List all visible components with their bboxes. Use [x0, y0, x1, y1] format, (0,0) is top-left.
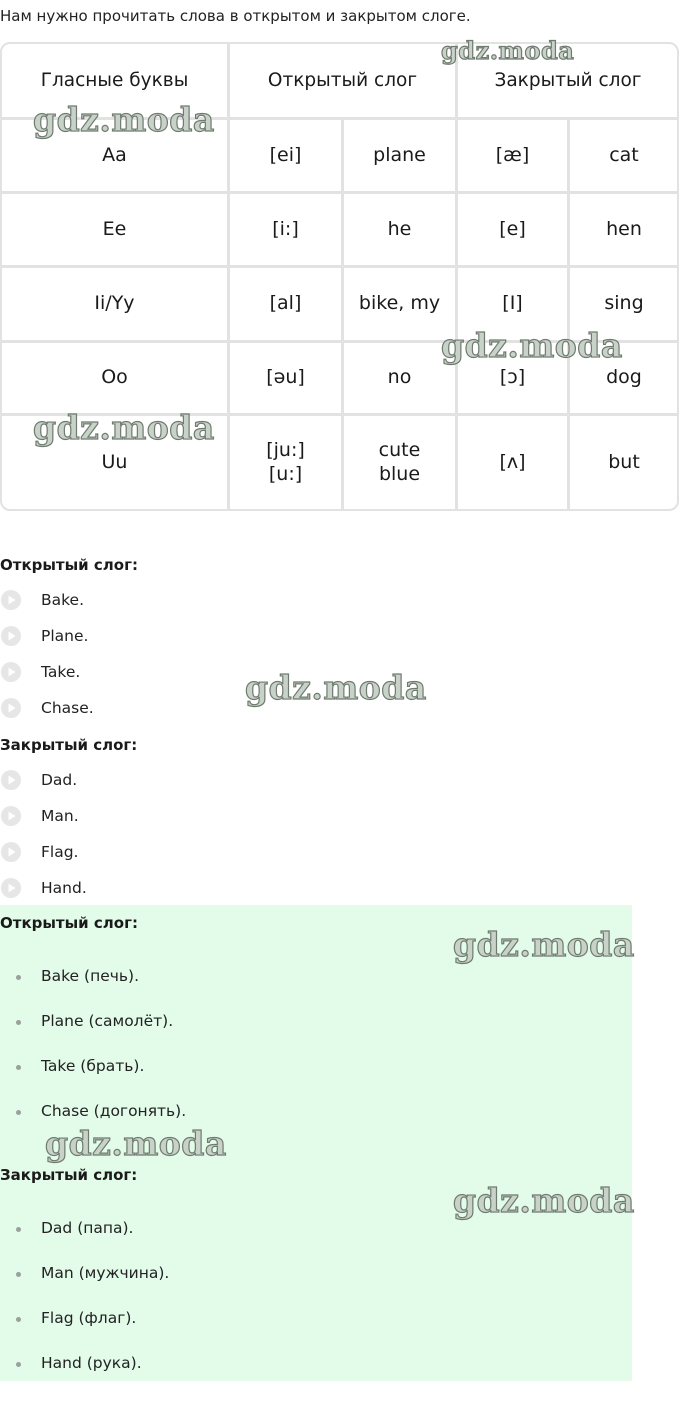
- watermark: gdz.moda: [453, 1181, 635, 1220]
- play-icon[interactable]: [0, 769, 22, 791]
- bullet-dot-icon: [16, 975, 21, 980]
- cell-closed-sound: [e]: [499, 217, 526, 240]
- cell-open-word: bike, my: [358, 292, 441, 315]
- audio-word-row[interactable]: [0, 805, 79, 827]
- audio-word: Bake.: [41, 591, 85, 609]
- cell-closed-sound: [ɔ]: [499, 366, 526, 389]
- audio-word: Dad.: [41, 771, 78, 789]
- list-item-text: Chase (догонять).: [41, 1102, 187, 1120]
- audio-word-row[interactable]: [0, 589, 85, 611]
- watermark: gdz.moda: [441, 36, 575, 65]
- open-syllable-title: Открытый слог:: [0, 556, 138, 574]
- play-icon[interactable]: [0, 661, 22, 683]
- audio-word-row[interactable]: [0, 841, 79, 863]
- cell-letter: Uu: [101, 451, 128, 474]
- cell-closed-word: hen: [606, 217, 642, 240]
- audio-word-row[interactable]: [0, 661, 81, 683]
- audio-word: Hand.: [41, 879, 87, 897]
- play-icon[interactable]: [0, 697, 22, 719]
- list-item-text: Bake (печь).: [41, 967, 140, 985]
- cell-letter: Oo: [101, 366, 128, 389]
- watermark: gdz.moda: [33, 100, 215, 139]
- audio-word-row[interactable]: [0, 877, 87, 899]
- audio-word: Chase.: [41, 699, 94, 717]
- cell-open-sound: [ju:] [u:]: [266, 439, 305, 485]
- audio-word-row[interactable]: [0, 769, 78, 791]
- cell-open-sound: [əu]: [266, 366, 305, 389]
- cell-open-sound: [ei]: [269, 143, 302, 166]
- intro-text: Нам нужно прочитать слова в открытом и закрытом слоге.: [0, 7, 471, 25]
- cell-letter: Aa: [102, 143, 127, 166]
- cell-open-sound: [i:]: [272, 217, 299, 240]
- list-item-text: Take (брать).: [41, 1057, 145, 1075]
- bullet-dot-icon: [16, 1065, 21, 1070]
- cell-closed-word: dog: [606, 366, 642, 389]
- cell-letter: Ii/Yy: [94, 292, 135, 315]
- closed-syllable-translation-title: Закрытый слог:: [0, 1166, 138, 1184]
- watermark: gdz.moda: [453, 925, 635, 964]
- play-icon[interactable]: [0, 625, 22, 647]
- watermark: gdz.moda: [441, 326, 623, 365]
- list-item-text: Flag (флаг).: [41, 1309, 137, 1327]
- cell-open-word: plane: [373, 143, 426, 166]
- header-vowel-letters: Гласные буквы: [40, 69, 189, 91]
- cell-closed-sound: [æ]: [495, 143, 530, 166]
- play-icon[interactable]: [0, 805, 22, 827]
- bullet-dot-icon: [16, 1317, 21, 1322]
- cell-letter: Ee: [102, 217, 127, 240]
- cell-open-word: cute blue: [378, 439, 421, 485]
- audio-word-row[interactable]: [0, 625, 89, 647]
- header-closed-syllable: Закрытый слог: [494, 69, 642, 91]
- audio-word: Man.: [41, 807, 79, 825]
- cell-open-sound: [al]: [269, 292, 302, 315]
- vowels-table: [0, 42, 679, 511]
- bullet-dot-icon: [16, 1362, 21, 1367]
- cell-closed-sound: [ʌ]: [499, 451, 526, 474]
- cell-closed-sound: [I]: [502, 292, 523, 315]
- audio-word: Flag.: [41, 843, 79, 861]
- bullet-dot-icon: [16, 1110, 21, 1115]
- list-item-text: Hand (рука).: [41, 1354, 142, 1372]
- watermark: gdz.moda: [33, 408, 215, 447]
- bullet-dot-icon: [16, 1227, 21, 1232]
- cell-closed-word: cat: [609, 143, 639, 166]
- bullet-dot-icon: [16, 1020, 21, 1025]
- open-syllable-translation-title: Открытый слог:: [0, 914, 138, 932]
- cell-closed-word: sing: [604, 292, 644, 315]
- list-item-text: Plane (самолёт).: [41, 1012, 174, 1030]
- list-item-text: Dad (папа).: [41, 1219, 134, 1237]
- play-icon[interactable]: [0, 877, 22, 899]
- cell-closed-word: but: [608, 451, 640, 474]
- audio-word: Take.: [41, 663, 81, 681]
- bullet-dot-icon: [16, 1272, 21, 1277]
- audio-word-row[interactable]: [0, 697, 94, 719]
- header-open-syllable: Открытый слог: [267, 69, 418, 91]
- cell-open-word: no: [387, 366, 412, 389]
- watermark: gdz.moda: [245, 668, 427, 707]
- audio-word: Plane.: [41, 627, 89, 645]
- play-icon[interactable]: [0, 589, 22, 611]
- watermark: gdz.moda: [45, 1124, 227, 1163]
- list-item-text: Man (мужчина).: [41, 1264, 170, 1282]
- closed-syllable-title: Закрытый слог:: [0, 736, 138, 754]
- cell-open-word: he: [387, 217, 412, 240]
- play-icon[interactable]: [0, 841, 22, 863]
